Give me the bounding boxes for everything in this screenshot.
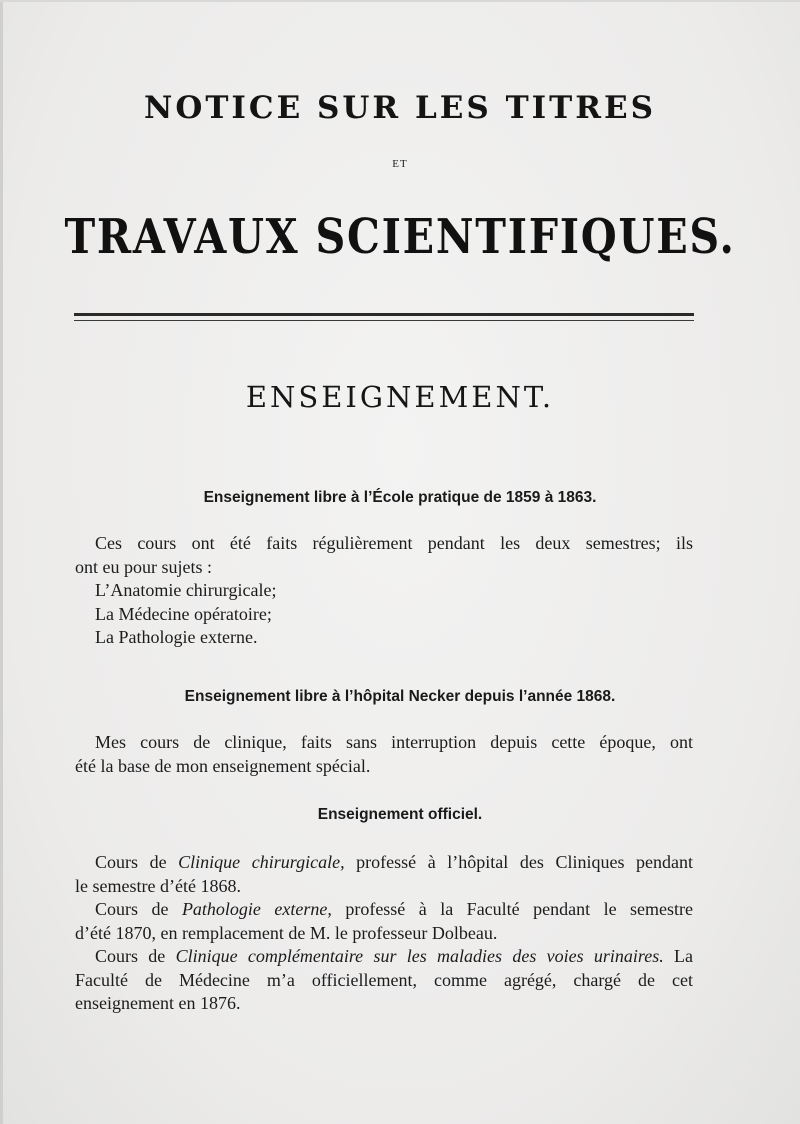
block3-p3-line-3: enseignement en 1876.	[75, 993, 241, 1013]
page-edge-top	[0, 0, 800, 2]
block2-paragraph	[75, 731, 693, 778]
block1-item-3: La Pathologie externe.	[95, 627, 258, 647]
block3-paragraph	[75, 851, 693, 1016]
block1-paragraph	[75, 532, 693, 650]
block3-heading: Enseignement officiel.	[317, 806, 483, 823]
block3-p2-line-2: d’été 1870, en remplacement de M. le professeur Dolbeau.	[75, 922, 498, 943]
block2-line-2: été la base de mon enseignement spécial.	[75, 755, 371, 776]
block2-heading: Enseignement libre à l’hôpital Necker depuis l’année 1868.	[184, 688, 616, 705]
block3-p1-line-1: Cours de Clinique chirurgicale, professé à l’hôpital des Cliniques pendant	[95, 852, 694, 872]
title-rule-thin	[74, 320, 694, 321]
block3-p3-line-1: Cours de Clinique complémentaire sur les maladies des voies urinaires. La	[95, 946, 694, 966]
section-title: ENSEIGNEMENT.	[245, 380, 555, 414]
block1-item-1: L’Anatomie chirurgicale;	[95, 580, 277, 600]
block3-p2-line-1: Cours de Pathologie externe, professé à la Faculté pendant le semestre	[95, 899, 693, 919]
block1-line-1: Ces cours ont été faits régulièrement pendant les deux semestres; ils	[95, 533, 693, 553]
block3-p3-line-2: Faculté de Médecine m’a officiellement, comme agrégé, chargé de cet	[75, 969, 693, 990]
block1-item-2: La Médecine opératoire;	[95, 603, 272, 624]
block2-line-1: Mes cours de clinique, faits sans interruption depuis cette époque, ont	[95, 732, 693, 752]
block3-p1-line-2: le semestre d’été 1868.	[75, 875, 241, 896]
block1-heading: Enseignement libre à l’École pratique de 1859 à 1863.	[203, 489, 597, 506]
title-line-2: TRAVAUX SCIENTIFIQUES.	[64, 209, 736, 265]
title-line-1: NOTICE SUR LES TITRES	[143, 90, 656, 126]
title-rule-thick	[74, 313, 694, 316]
block1-line-2: ont eu pour sujets :	[75, 556, 212, 577]
title-conjunction: ET	[392, 158, 408, 170]
